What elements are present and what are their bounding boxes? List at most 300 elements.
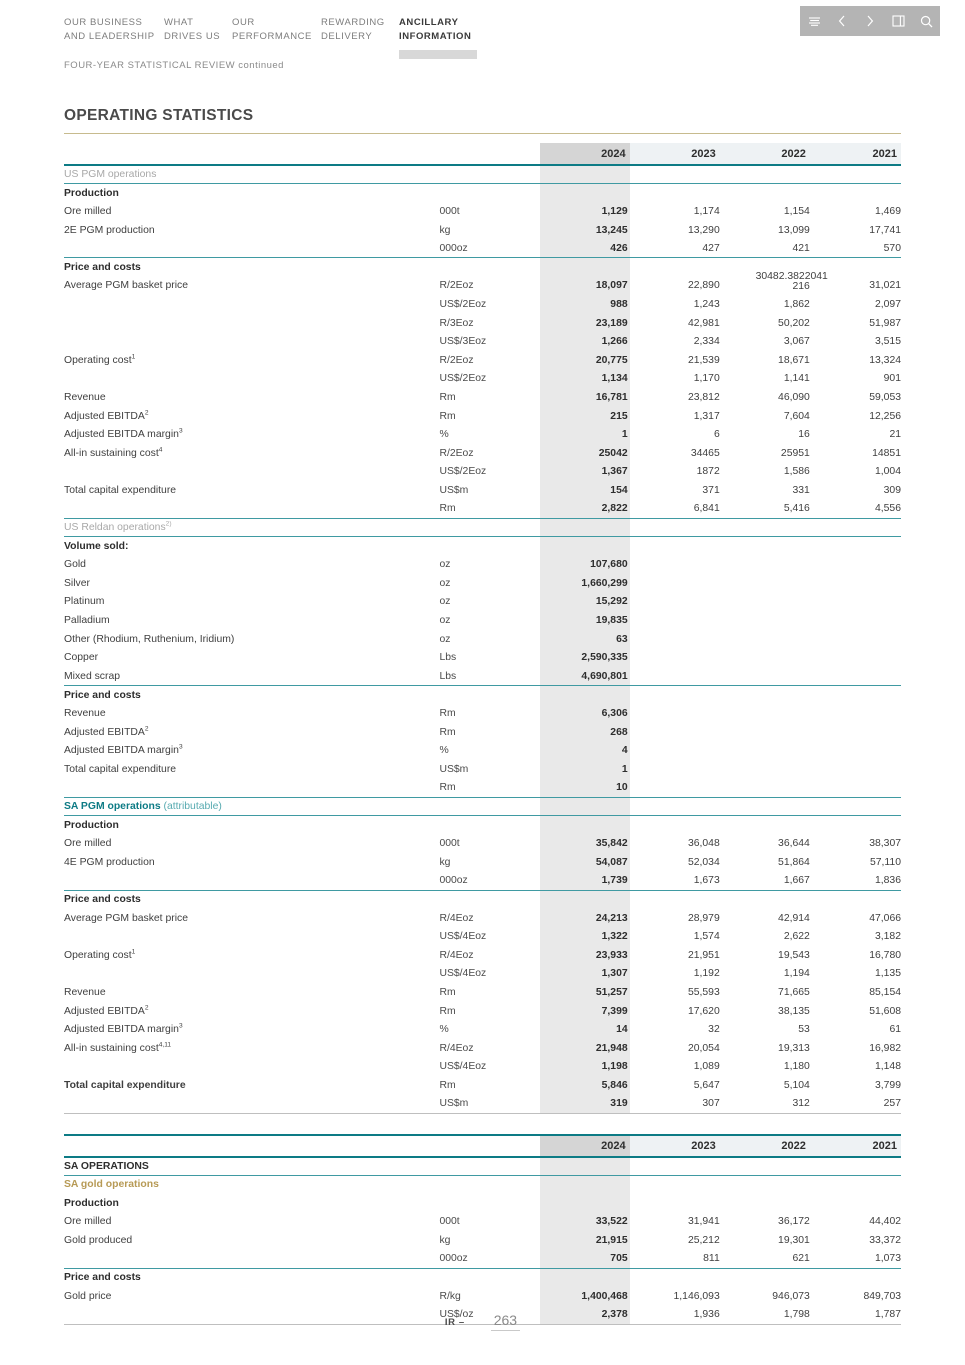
value-cell-2021: 16,982	[869, 1042, 901, 1054]
value-cell-2024: 15,292	[540, 593, 630, 612]
sub-heading-cell	[630, 1175, 720, 1194]
row-unit: kg	[439, 1234, 451, 1246]
row-unit: US$/2Eoz	[439, 466, 487, 478]
row-unit: oz	[439, 615, 451, 627]
value-cell-2022: 19,543	[778, 949, 810, 961]
section-heading: US PGM operations	[64, 165, 540, 184]
group-title: Price and costs	[64, 1272, 141, 1284]
table-row	[64, 463, 901, 482]
table-row	[64, 1020, 901, 1039]
row-unit: R/4Eoz	[439, 912, 474, 924]
value-cell-2021: 59,053	[869, 391, 901, 403]
nav-tab-underline	[164, 50, 232, 59]
row-label-footnote: 3	[178, 427, 183, 435]
row-unit: oz	[439, 633, 451, 645]
overflow-value-line1: 30482.3822041	[755, 270, 828, 282]
section-heading-cell	[540, 165, 630, 184]
row-unit: %	[439, 745, 449, 757]
value-cell-2024: 4,690,801	[540, 667, 630, 686]
section-heading-cell	[540, 1157, 630, 1176]
value-cell-2024: 1,322	[540, 927, 630, 946]
value-cell-2023: 23,812	[687, 391, 720, 403]
nav-tab-line2: DELIVERY	[321, 30, 373, 42]
row-label	[64, 314, 439, 333]
value-cell-2021	[810, 630, 901, 649]
row-unit: US$m	[439, 1095, 539, 1114]
table-row	[64, 277, 901, 296]
row-label-footnote: 4,11	[158, 1041, 172, 1049]
value-cell-2022: 7,604	[783, 410, 810, 422]
header-spacer	[64, 143, 439, 165]
row-label: All-in sustaining cost$^{4,11}$	[64, 1041, 172, 1054]
value-cell-2024: 24,213	[540, 909, 630, 928]
table-row	[64, 388, 901, 407]
value-cell-2022: 1,586	[783, 466, 810, 478]
row-label-footnote: 1	[131, 353, 136, 361]
table-row	[64, 295, 901, 314]
row-unit: US$m	[439, 763, 469, 775]
row-unit: R/4Eoz	[439, 1042, 474, 1054]
group-title: Price and costs	[64, 262, 141, 274]
nav-tab-our[interactable]	[232, 16, 321, 59]
value-cell-2024: 1,367	[540, 463, 630, 482]
value-cell-2024: 16,781	[540, 388, 630, 407]
value-cell-2024: 1,198	[540, 1058, 630, 1077]
table-row	[64, 965, 901, 984]
value-cell-2024: 426	[540, 239, 630, 258]
row-unit: oz	[439, 596, 451, 608]
group-title-cell	[720, 816, 810, 835]
group-title-row	[64, 184, 901, 203]
value-cell-2021: 44,402	[869, 1216, 901, 1228]
table-row	[64, 574, 901, 593]
group-title: Production	[64, 187, 119, 199]
value-cell-2023	[630, 630, 720, 649]
value-cell-2023	[630, 704, 720, 723]
row-unit: %	[439, 429, 449, 441]
value-cell-2022: 3,067	[783, 336, 810, 348]
value-cell-2021: 1,836	[810, 872, 901, 891]
row-label: Average PGM basket price	[64, 912, 188, 924]
running-head	[64, 60, 284, 71]
row-label	[64, 965, 439, 984]
value-cell-2022: 25951	[780, 447, 810, 459]
value-cell-2022: 2,622	[783, 931, 810, 943]
row-unit: US$/4Eoz	[439, 1061, 487, 1073]
value-cell-2022: 5,416	[720, 500, 810, 519]
row-label: Other (Rhodium, Ruthenium, Iridium)	[64, 633, 235, 645]
value-cell-2022: 50,202	[778, 317, 810, 329]
value-cell-2021: 257	[810, 1095, 901, 1114]
value-cell-2024: 21,948	[540, 1039, 630, 1058]
row-unit: 000oz	[439, 239, 539, 258]
row-label: Ore milled	[64, 838, 112, 850]
value-cell-2022	[720, 723, 810, 742]
value-cell-2024: 2,822	[540, 500, 630, 519]
table-row	[64, 500, 901, 519]
table-row	[64, 853, 901, 872]
nav-tab-line1: ANCILLARY	[399, 17, 459, 28]
section-heading-cell	[540, 518, 630, 537]
value-cell-2023: 36,048	[687, 838, 720, 850]
nav-tab-what[interactable]	[164, 16, 232, 59]
table-row	[64, 221, 901, 240]
row-label	[64, 1058, 439, 1077]
value-cell-2021: 1,073	[810, 1250, 901, 1269]
value-cell-2023: 20,054	[687, 1042, 720, 1054]
row-label: Gold produced	[64, 1234, 133, 1246]
table-row	[64, 425, 901, 444]
title-divider	[64, 133, 901, 134]
value-cell-2024: 18,097	[540, 277, 630, 296]
table-row	[64, 1287, 901, 1306]
sub-heading: SA gold operations	[64, 1179, 159, 1191]
table-row	[64, 1002, 901, 1021]
value-cell-2023: 1,243	[693, 298, 720, 310]
section-heading-cell	[810, 797, 901, 816]
group-title-cell	[540, 890, 630, 909]
value-cell-2021	[810, 574, 901, 593]
value-cell-2023: 28,979	[687, 912, 720, 924]
table-row	[64, 370, 901, 389]
overflow-value-line2: 216	[792, 280, 810, 292]
value-cell-2021: 17,741	[869, 224, 901, 236]
value-cell-2021: 21	[889, 429, 901, 441]
value-cell-2023: 6,841	[630, 500, 720, 519]
value-cell-2024: 1,400,468	[540, 1287, 630, 1306]
row-unit: 000t	[439, 1216, 460, 1228]
group-title: Production	[64, 1197, 119, 1209]
group-title-row	[64, 1194, 901, 1213]
nav-tab-line1: REWARDING	[321, 17, 385, 28]
row-label-footnote: 1	[131, 948, 136, 956]
statistics-table-part-1	[64, 143, 901, 1114]
nav-tab-ancillary[interactable]	[399, 16, 483, 59]
value-cell-2021: 3,515	[874, 336, 901, 348]
row-label: 4E PGM production	[64, 856, 155, 868]
value-cell-2024: 2,378	[540, 1306, 630, 1325]
column-header-2-2024: 2024	[540, 1135, 630, 1157]
table-row	[64, 1213, 901, 1232]
nav-tab-line1: OUR	[232, 17, 255, 28]
row-unit: R/3Eoz	[439, 317, 474, 329]
row-unit: oz	[439, 559, 451, 571]
table-row	[64, 332, 901, 351]
section-heading-cell	[630, 797, 720, 816]
row-label	[64, 332, 439, 351]
value-cell-2022: 19,313	[778, 1042, 810, 1054]
value-cell-2023: 427	[630, 239, 720, 258]
row-unit: 000t	[439, 838, 460, 850]
row-unit: Rm	[439, 1079, 456, 1091]
value-cell-2021: 57,110	[869, 856, 901, 868]
group-title-cell	[810, 890, 901, 909]
section-heading-cell	[630, 165, 720, 184]
table-row	[64, 407, 901, 426]
value-cell-2022: 1,180	[783, 1061, 810, 1073]
group-title-cell	[630, 686, 720, 705]
value-cell-2024: 21,915	[540, 1231, 630, 1250]
header-spacer	[439, 1135, 539, 1157]
previous-page-icon[interactable]	[835, 14, 850, 29]
column-header-2023: 2023	[630, 143, 720, 165]
value-cell-2022	[720, 574, 810, 593]
value-cell-2023	[630, 760, 720, 779]
row-label: Adjusted EBITDA margin$^3$	[64, 427, 183, 441]
value-cell-2024: 107,680	[540, 555, 630, 574]
search-icon[interactable]	[919, 14, 934, 29]
row-unit: Rm	[439, 779, 539, 798]
group-title-cell	[630, 890, 720, 909]
value-cell-2021	[810, 704, 901, 723]
value-cell-2024: 6,306	[540, 704, 630, 723]
report-label: IR –	[444, 1317, 465, 1328]
value-cell-2023: 55,593	[687, 986, 720, 998]
menu-icon[interactable]	[807, 14, 822, 29]
row-label: Ore milled	[64, 205, 112, 217]
row-label: Revenue	[64, 708, 106, 720]
section-heading-cell	[720, 797, 810, 816]
value-cell-2022	[720, 741, 810, 760]
table-header-row	[64, 143, 901, 165]
row-label-footnote: 2	[144, 409, 149, 417]
value-cell-2024: 33,522	[540, 1213, 630, 1232]
nav-tab-our-business[interactable]	[64, 16, 164, 59]
value-cell-2021: 1,148	[874, 1061, 901, 1073]
value-cell-2023: 1,936	[630, 1306, 720, 1325]
row-unit: Rm	[439, 410, 456, 422]
section-heading-cell	[630, 518, 720, 537]
value-cell-2021: 2,097	[874, 298, 901, 310]
row-label: Adjusted EBITDA$^2$	[64, 1004, 149, 1017]
page-number: 263	[491, 1312, 520, 1331]
value-cell-2024: 5,846	[540, 1076, 630, 1095]
value-cell-2023: 1,170	[693, 373, 720, 385]
group-title-cell	[630, 537, 720, 556]
value-cell-2021: 47,066	[869, 912, 901, 924]
table-row	[64, 946, 901, 965]
group-title-cell	[810, 816, 901, 835]
row-unit: %	[439, 1024, 449, 1036]
row-unit: US$/4Eoz	[439, 968, 487, 980]
value-cell-2023: 52,034	[687, 856, 720, 868]
row-label	[64, 239, 439, 258]
group-title-row	[64, 686, 901, 705]
row-unit: 000t	[439, 205, 460, 217]
group-title-row	[64, 1268, 901, 1287]
sub-heading-cell	[810, 1175, 901, 1194]
group-title-cell	[540, 816, 630, 835]
nav-tab-line1: WHAT	[164, 17, 194, 28]
value-cell-2022: 621	[720, 1250, 810, 1269]
row-label	[64, 1250, 439, 1269]
row-label: Adjusted EBITDA$^2$	[64, 409, 149, 422]
value-cell-2021: 309	[883, 484, 901, 496]
section-heading-cell	[810, 518, 901, 537]
value-cell-2022: 312	[720, 1095, 810, 1114]
value-cell-2022: 1,667	[720, 872, 810, 891]
value-cell-2021: 13,324	[869, 354, 901, 366]
nav-tab-line2: DRIVES US	[164, 30, 221, 42]
value-cell-2022: 19,301	[778, 1234, 810, 1246]
value-cell-2022	[720, 704, 810, 723]
value-cell-2021: 38,307	[869, 838, 901, 850]
row-unit: Rm	[439, 391, 456, 403]
column-header-2-2021: 2021	[810, 1135, 901, 1157]
row-label: Average PGM basket price	[64, 280, 188, 292]
value-cell-2023: 371	[702, 484, 720, 496]
table-row	[64, 314, 901, 333]
row-label: Platinum	[64, 596, 105, 608]
value-cell-2024: 14	[540, 1020, 630, 1039]
value-cell-2021	[810, 779, 901, 798]
value-cell-2023: 21,539	[687, 354, 720, 366]
table-row	[64, 872, 901, 891]
value-cell-2022	[720, 648, 810, 667]
value-cell-2024: 13,245	[540, 221, 630, 240]
value-cell-2024: 35,842	[540, 834, 630, 853]
row-label: Adjusted EBITDA margin$^3$	[64, 1022, 183, 1036]
table-row	[64, 648, 901, 667]
value-cell-2022: 36,644	[778, 838, 810, 850]
value-cell-2024: 1,134	[540, 370, 630, 389]
column-header-2022: 2022	[720, 143, 810, 165]
value-cell-2022: 46,090	[778, 391, 810, 403]
value-cell-2022	[720, 630, 810, 649]
value-cell-2022: 53	[798, 1024, 810, 1036]
section-heading-cell	[720, 1157, 810, 1176]
value-cell-2021: 570	[810, 239, 901, 258]
nav-tab-line1: OUR BUSINESS	[64, 17, 143, 28]
value-cell-2022: 421	[720, 239, 810, 258]
row-unit: Rm	[439, 708, 456, 720]
value-cell-2021	[810, 593, 901, 612]
value-cell-2024: 1,129	[540, 202, 630, 221]
value-cell-2022: 1,154	[783, 205, 810, 217]
table-row	[64, 723, 901, 742]
group-title-cell	[630, 816, 720, 835]
row-unit: R/kg	[439, 1290, 461, 1302]
nav-tab-underline	[321, 50, 399, 59]
table-row	[64, 202, 901, 221]
value-cell-2023: 1,174	[693, 205, 720, 217]
value-cell-2022	[720, 667, 810, 686]
group-title-cell	[810, 537, 901, 556]
table-row	[64, 239, 901, 258]
row-label: 2E PGM production	[64, 224, 155, 236]
value-cell-2024: 154	[540, 481, 630, 500]
group-title-cell	[720, 1268, 810, 1287]
value-cell-2022: 1,862	[783, 298, 810, 310]
value-cell-2023: 31,941	[687, 1216, 720, 1228]
value-cell-2024: 319	[540, 1095, 630, 1114]
value-cell-2024: 20,775	[540, 351, 630, 370]
value-cell-2021	[810, 760, 901, 779]
value-cell-2024: 63	[540, 630, 630, 649]
row-unit: R/2Eoz	[439, 354, 474, 366]
value-cell-2021: 1,135	[874, 968, 901, 980]
table-row	[64, 704, 901, 723]
row-label	[64, 1095, 439, 1114]
value-cell-2023	[630, 593, 720, 612]
section-heading-row	[64, 797, 901, 816]
page-view-icon[interactable]	[891, 14, 906, 29]
section-heading-cell	[720, 518, 810, 537]
value-cell-2024: 1,307	[540, 965, 630, 984]
group-title-cell	[810, 686, 901, 705]
value-cell-2021: 16,780	[869, 949, 901, 961]
value-cell-2023	[630, 779, 720, 798]
value-cell-2023	[630, 723, 720, 742]
group-title: Price and costs	[64, 689, 141, 701]
row-label: Operating cost$^1$	[64, 948, 136, 961]
table-row	[64, 779, 901, 798]
value-cell-2022: 42,914	[778, 912, 810, 924]
sub-heading-row	[64, 1175, 901, 1194]
row-unit: R/2Eoz	[439, 280, 474, 292]
row-unit: US$/3Eoz	[439, 336, 487, 348]
row-label: Gold	[64, 559, 86, 571]
row-label: Revenue	[64, 986, 106, 998]
nav-tab-line2: PERFORMANCE	[232, 30, 312, 42]
row-label-footnote: 2	[144, 1004, 149, 1012]
nav-tab-line2: INFORMATION	[399, 30, 472, 42]
value-cell-2023: 1,673	[630, 872, 720, 891]
group-title-cell	[720, 890, 810, 909]
column-header-2-2023: 2023	[630, 1135, 720, 1157]
value-cell-2022: 5,104	[783, 1079, 810, 1091]
value-cell-2024: 4	[540, 741, 630, 760]
row-label: Copper	[64, 652, 99, 664]
section-heading-row	[64, 518, 901, 537]
table-row	[64, 983, 901, 1002]
value-cell-2024: 705	[540, 1250, 630, 1269]
value-cell-2024: 51,257	[540, 983, 630, 1002]
section-heading-cell	[540, 797, 630, 816]
value-cell-2023	[630, 741, 720, 760]
value-cell-2024: 268	[540, 723, 630, 742]
row-label-footnote: 3	[178, 1022, 183, 1030]
group-title-cell	[720, 537, 810, 556]
value-cell-2022: 946,073	[772, 1290, 810, 1302]
value-cell-2022	[720, 760, 810, 779]
table-row	[64, 1039, 901, 1058]
value-cell-2021	[810, 667, 901, 686]
nav-tab-rewarding[interactable]	[321, 16, 399, 59]
row-label	[64, 927, 439, 946]
value-cell-2023	[630, 574, 720, 593]
value-cell-2023: 6	[713, 429, 720, 441]
table-row	[64, 1076, 901, 1095]
row-label: All-in sustaining cost$^4$	[64, 446, 163, 459]
group-title-cell	[630, 1268, 720, 1287]
value-cell-2023: 42,981	[687, 317, 720, 329]
row-unit: R/2Eoz	[439, 447, 474, 459]
section-heading-row	[64, 165, 901, 184]
group-title-cell	[720, 686, 810, 705]
value-cell-2023: 13,290	[687, 224, 720, 236]
next-page-icon[interactable]	[863, 14, 878, 29]
group-title-cell	[540, 1194, 630, 1213]
group-title-cell	[540, 184, 630, 203]
value-cell-2022: 1,798	[720, 1306, 810, 1325]
table-row	[64, 444, 901, 463]
value-cell-2022: 1,194	[783, 968, 810, 980]
value-cell-2023: 1,574	[693, 931, 720, 943]
row-label: Total capital expenditure	[64, 484, 177, 496]
group-title-cell	[540, 258, 630, 277]
row-unit: Lbs	[439, 667, 539, 686]
